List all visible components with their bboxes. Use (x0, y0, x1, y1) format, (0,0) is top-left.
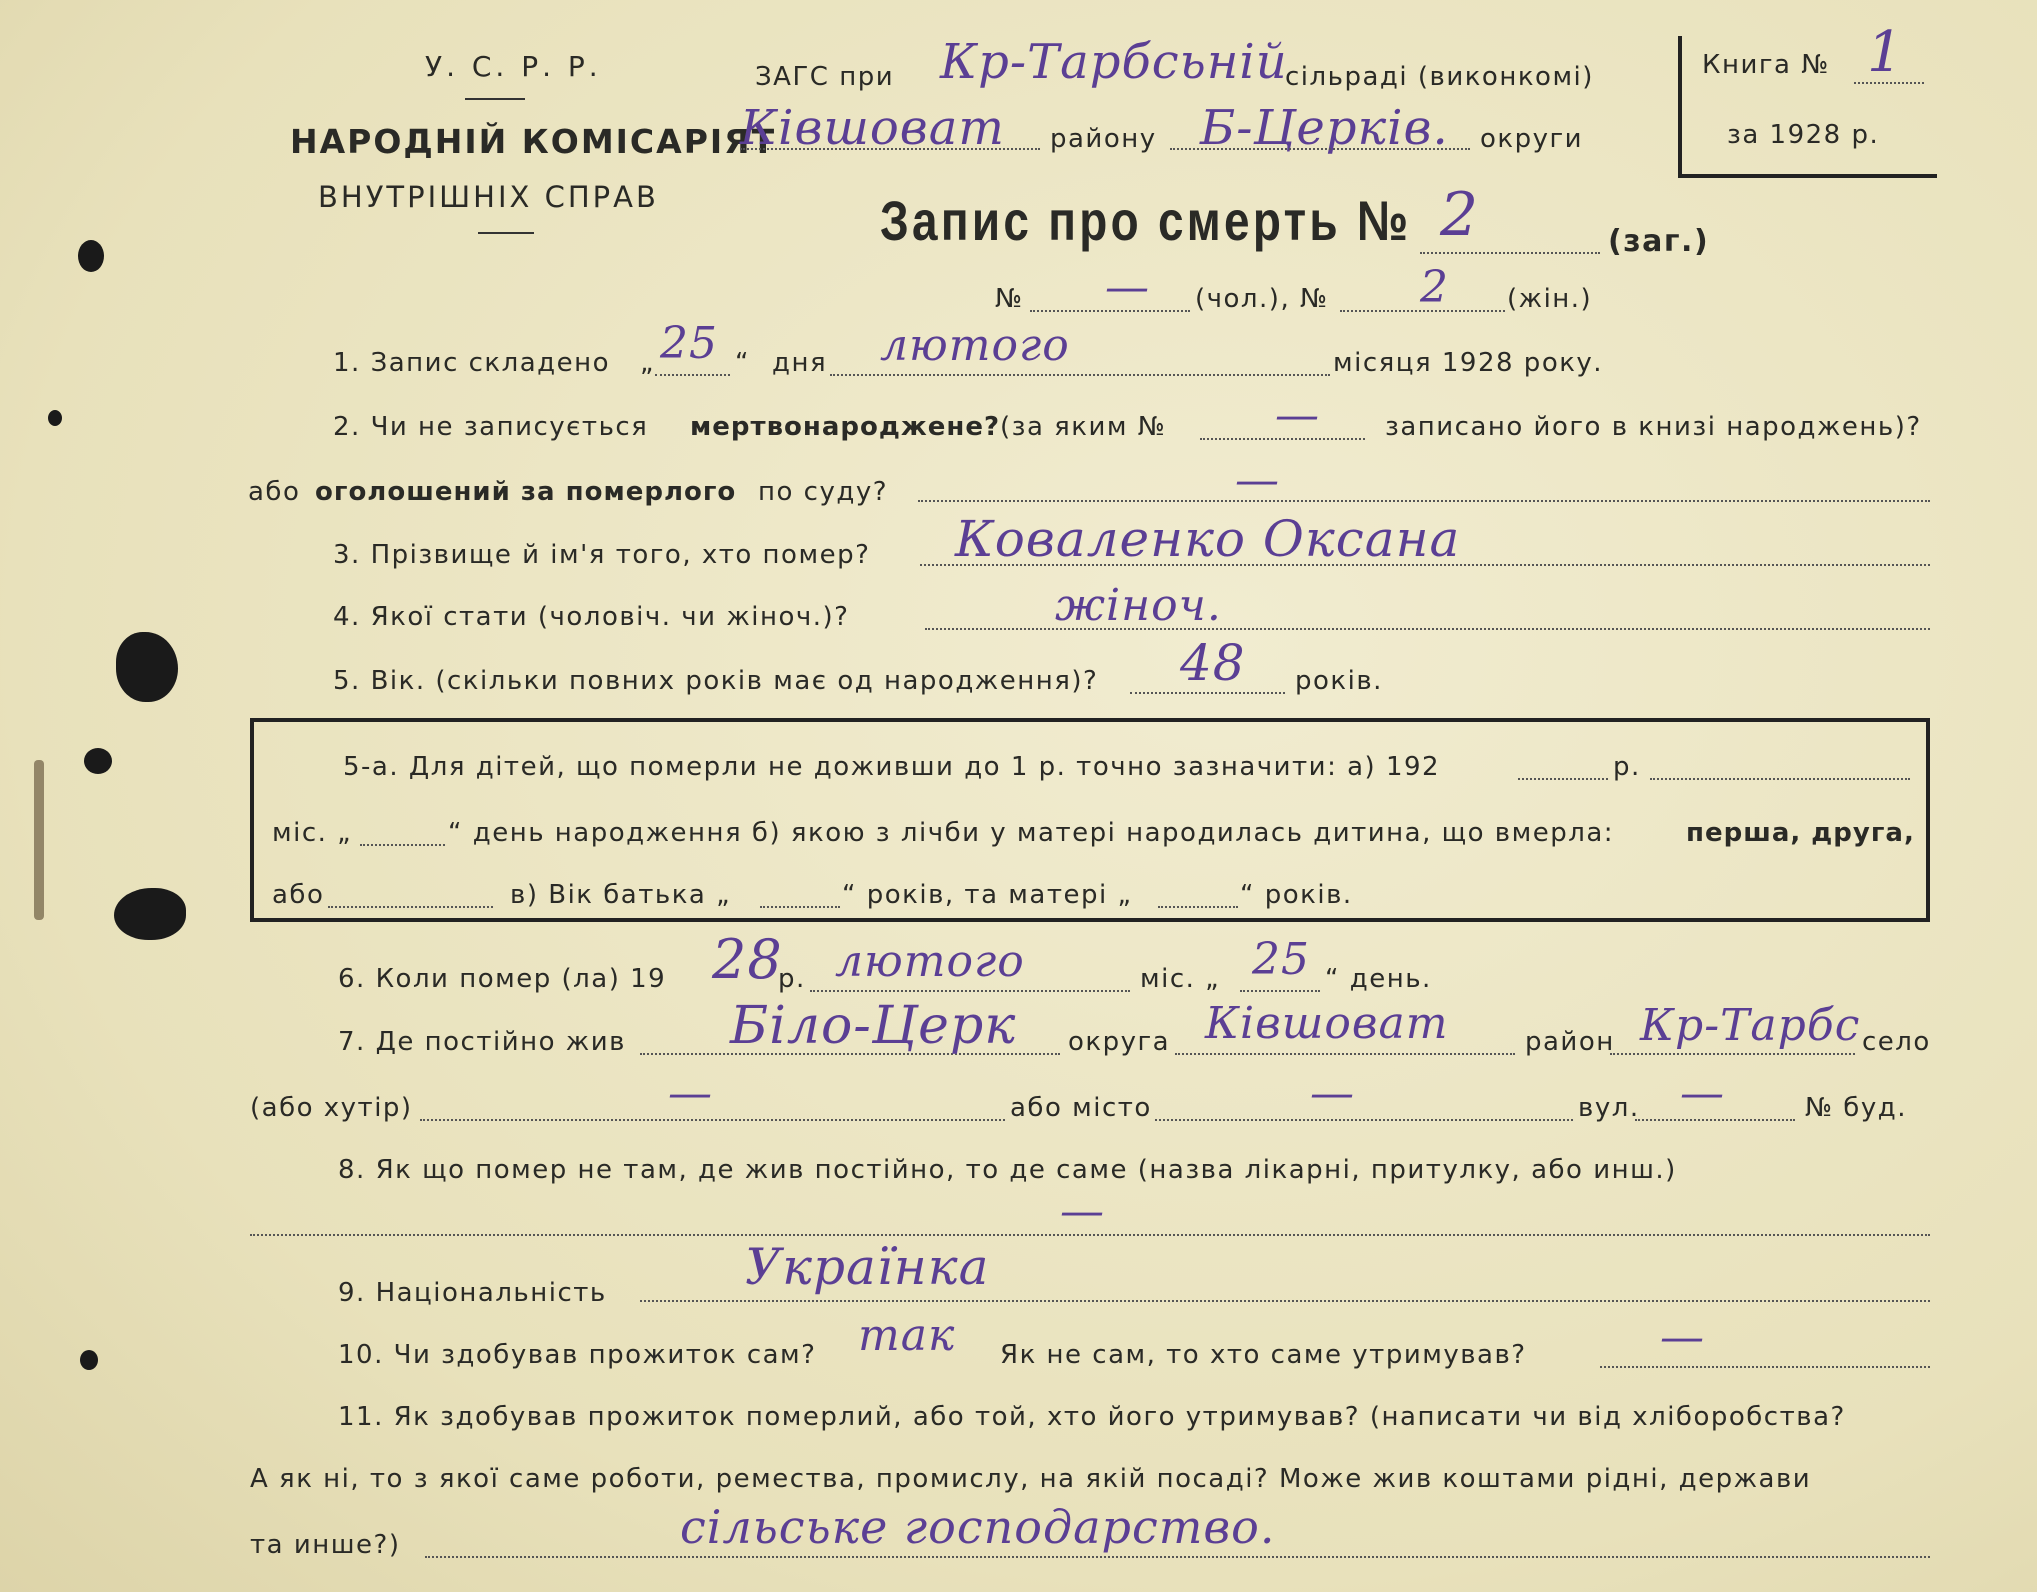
field2-e: або (248, 477, 301, 507)
field6-day: 25 (1252, 934, 1310, 985)
field2-b: мертвонароджене? (690, 412, 1001, 442)
field5-tail: років. (1295, 666, 1383, 696)
field7-vul-value: — (1680, 1068, 1725, 1119)
okruha-value: Б-Церків. (1200, 100, 1449, 156)
book-label: Книга № (1702, 50, 1830, 80)
commissariat-subtitle: ВНУТРІШНІХ СПРАВ (318, 180, 659, 214)
field5-value: 48 (1180, 634, 1246, 692)
female-label: (жін.) (1507, 284, 1593, 314)
selrada-suffix: сільраді (виконкомі) (1285, 62, 1594, 92)
field5a-or: або (272, 880, 325, 910)
field7-vul: вул. (1578, 1093, 1640, 1123)
punch-hole (48, 410, 62, 426)
field1-month: лютого (880, 320, 1070, 371)
field2-value2: — (1235, 455, 1280, 506)
field6-label: 6. Коли помер (ла) 19 (338, 964, 667, 994)
field7-label: 7. Де постійно жив (338, 1027, 626, 1057)
record-title: Запис про смерть № (880, 189, 1412, 252)
field10-value: так (858, 1310, 956, 1361)
field7-okruha: Біло-Церк (730, 996, 1017, 1056)
field11-line2: А як ні, то з якої саме роботи, ремества, промислу, на якій посаді? Може жив коштами рідні, держави (250, 1464, 1812, 1494)
field11-line3: та инше?) (250, 1530, 401, 1560)
field2-f: оголошений за померлого (315, 477, 737, 507)
raion-value: Ківшоват (740, 100, 1005, 156)
punch-hole (84, 748, 112, 774)
field9-value: Українка (745, 1238, 990, 1296)
field5a-line1: 5-а. Для дітей, що померли не доживши до 1 р. точно зазначити: а) 192 (343, 752, 1441, 782)
field11-line1: 11. Як здобував прожиток померлий, або той, хто його утримував? (написати чи від хліборобства? (338, 1402, 1846, 1432)
book-number: 1 (1867, 20, 1904, 85)
field2-g: по суду? (758, 477, 889, 507)
punch-hole (114, 888, 186, 940)
field5a-father: в) Вік батька „ (510, 880, 732, 910)
field3-value: Коваленко Оксана (955, 510, 1461, 568)
record-number: 2 (1440, 180, 1480, 250)
field5a-mother: “ років, та матері „ (842, 880, 1133, 910)
no-label: № (995, 284, 1024, 314)
field7-misto-value: — (1310, 1068, 1355, 1119)
field5-label: 5. Вік. (скільки повних років має од народження)? (333, 666, 1099, 696)
zags-label: ЗАГС при (755, 62, 895, 92)
field5a-tail: “ років. (1240, 880, 1353, 910)
raion-label: району (1050, 124, 1157, 154)
field7-raion-label: район (1525, 1027, 1615, 1057)
field1-tail: місяця 1928 року. (1333, 348, 1604, 378)
field6-year: 28 (712, 928, 783, 991)
field5a-line2: “ день народження б) якою з лічби у матері народилась дитина, що вмерла: (448, 818, 1615, 848)
field7-bud: № буд. (1805, 1093, 1907, 1123)
punch-hole (80, 1350, 98, 1370)
field2-d: записано його в книзі народжень)? (1385, 412, 1922, 442)
book-box (1678, 20, 1937, 178)
field1-day-label: дня (772, 348, 828, 378)
field8-value: — (1060, 1186, 1105, 1237)
field2-c: (за яким № (1000, 412, 1167, 442)
field3-label: 3. Прізвище й ім'я того, хто помер? (333, 540, 871, 570)
divider (478, 232, 534, 234)
republic-label: У. С. Р. Р. (425, 50, 602, 83)
field6-r: р. (778, 964, 806, 994)
field4-value: жіноч. (1055, 580, 1222, 631)
selrada-value: Кр-Тарбсьній (940, 34, 1288, 90)
okruha-label: округи (1480, 124, 1584, 154)
male-label: (чол.), № (1195, 284, 1329, 314)
punch-hole (78, 240, 104, 272)
field6-month: лютого (835, 936, 1025, 987)
field5a-line2-bold: перша, друга, (1686, 818, 1915, 848)
field9-label: 9. Національність (338, 1278, 607, 1308)
field2-value: — (1275, 390, 1320, 441)
book-year: за 1928 р. (1727, 120, 1880, 150)
field10-mid: Як не сам, то хто саме утримував? (1000, 1340, 1527, 1370)
binding-stain (34, 760, 44, 920)
record-gen-suffix: (заг.) (1608, 224, 1710, 259)
field6-mis: міс. „ (1140, 964, 1221, 994)
field7-selo: Кр-Тарбс (1640, 1000, 1861, 1051)
field1-day: 25 (660, 318, 718, 369)
field5a-line1-tail: р. (1613, 752, 1641, 782)
field10-value2: — (1660, 1312, 1705, 1363)
field11-value: сільське господарство. (680, 1500, 1276, 1554)
field10-label: 10. Чи здобував прожиток сам? (338, 1340, 817, 1370)
field2-a: 2. Чи не записується (333, 412, 649, 442)
field7-misto: або місто (1010, 1093, 1152, 1123)
field6-tail: “ день. (1325, 964, 1432, 994)
field8-label: 8. Як що помер не там, де жив постійно, то де саме (назва лікарні, притулку, або инш.) (338, 1155, 1677, 1185)
field7-khutir-value: — (668, 1068, 713, 1119)
field4-label: 4. Якої стати (чоловіч. чи жіноч.)? (333, 602, 850, 632)
field7-raion: Ківшоват (1205, 998, 1449, 1049)
field7-selo-label: село (1862, 1027, 1931, 1057)
punch-hole (116, 632, 178, 702)
field7-okruha-label: округа (1068, 1027, 1171, 1057)
field5a-month: міс. „ (272, 818, 353, 848)
divider (465, 98, 525, 100)
field7-khutir: (або хутір) (250, 1093, 413, 1123)
female-value: 2 (1420, 262, 1449, 313)
field1-label: 1. Запис складено (333, 348, 611, 378)
commissariat-title: НАРОДНІЙ КОМІСАРІЯТ (290, 122, 777, 161)
male-value: — (1105, 262, 1150, 313)
